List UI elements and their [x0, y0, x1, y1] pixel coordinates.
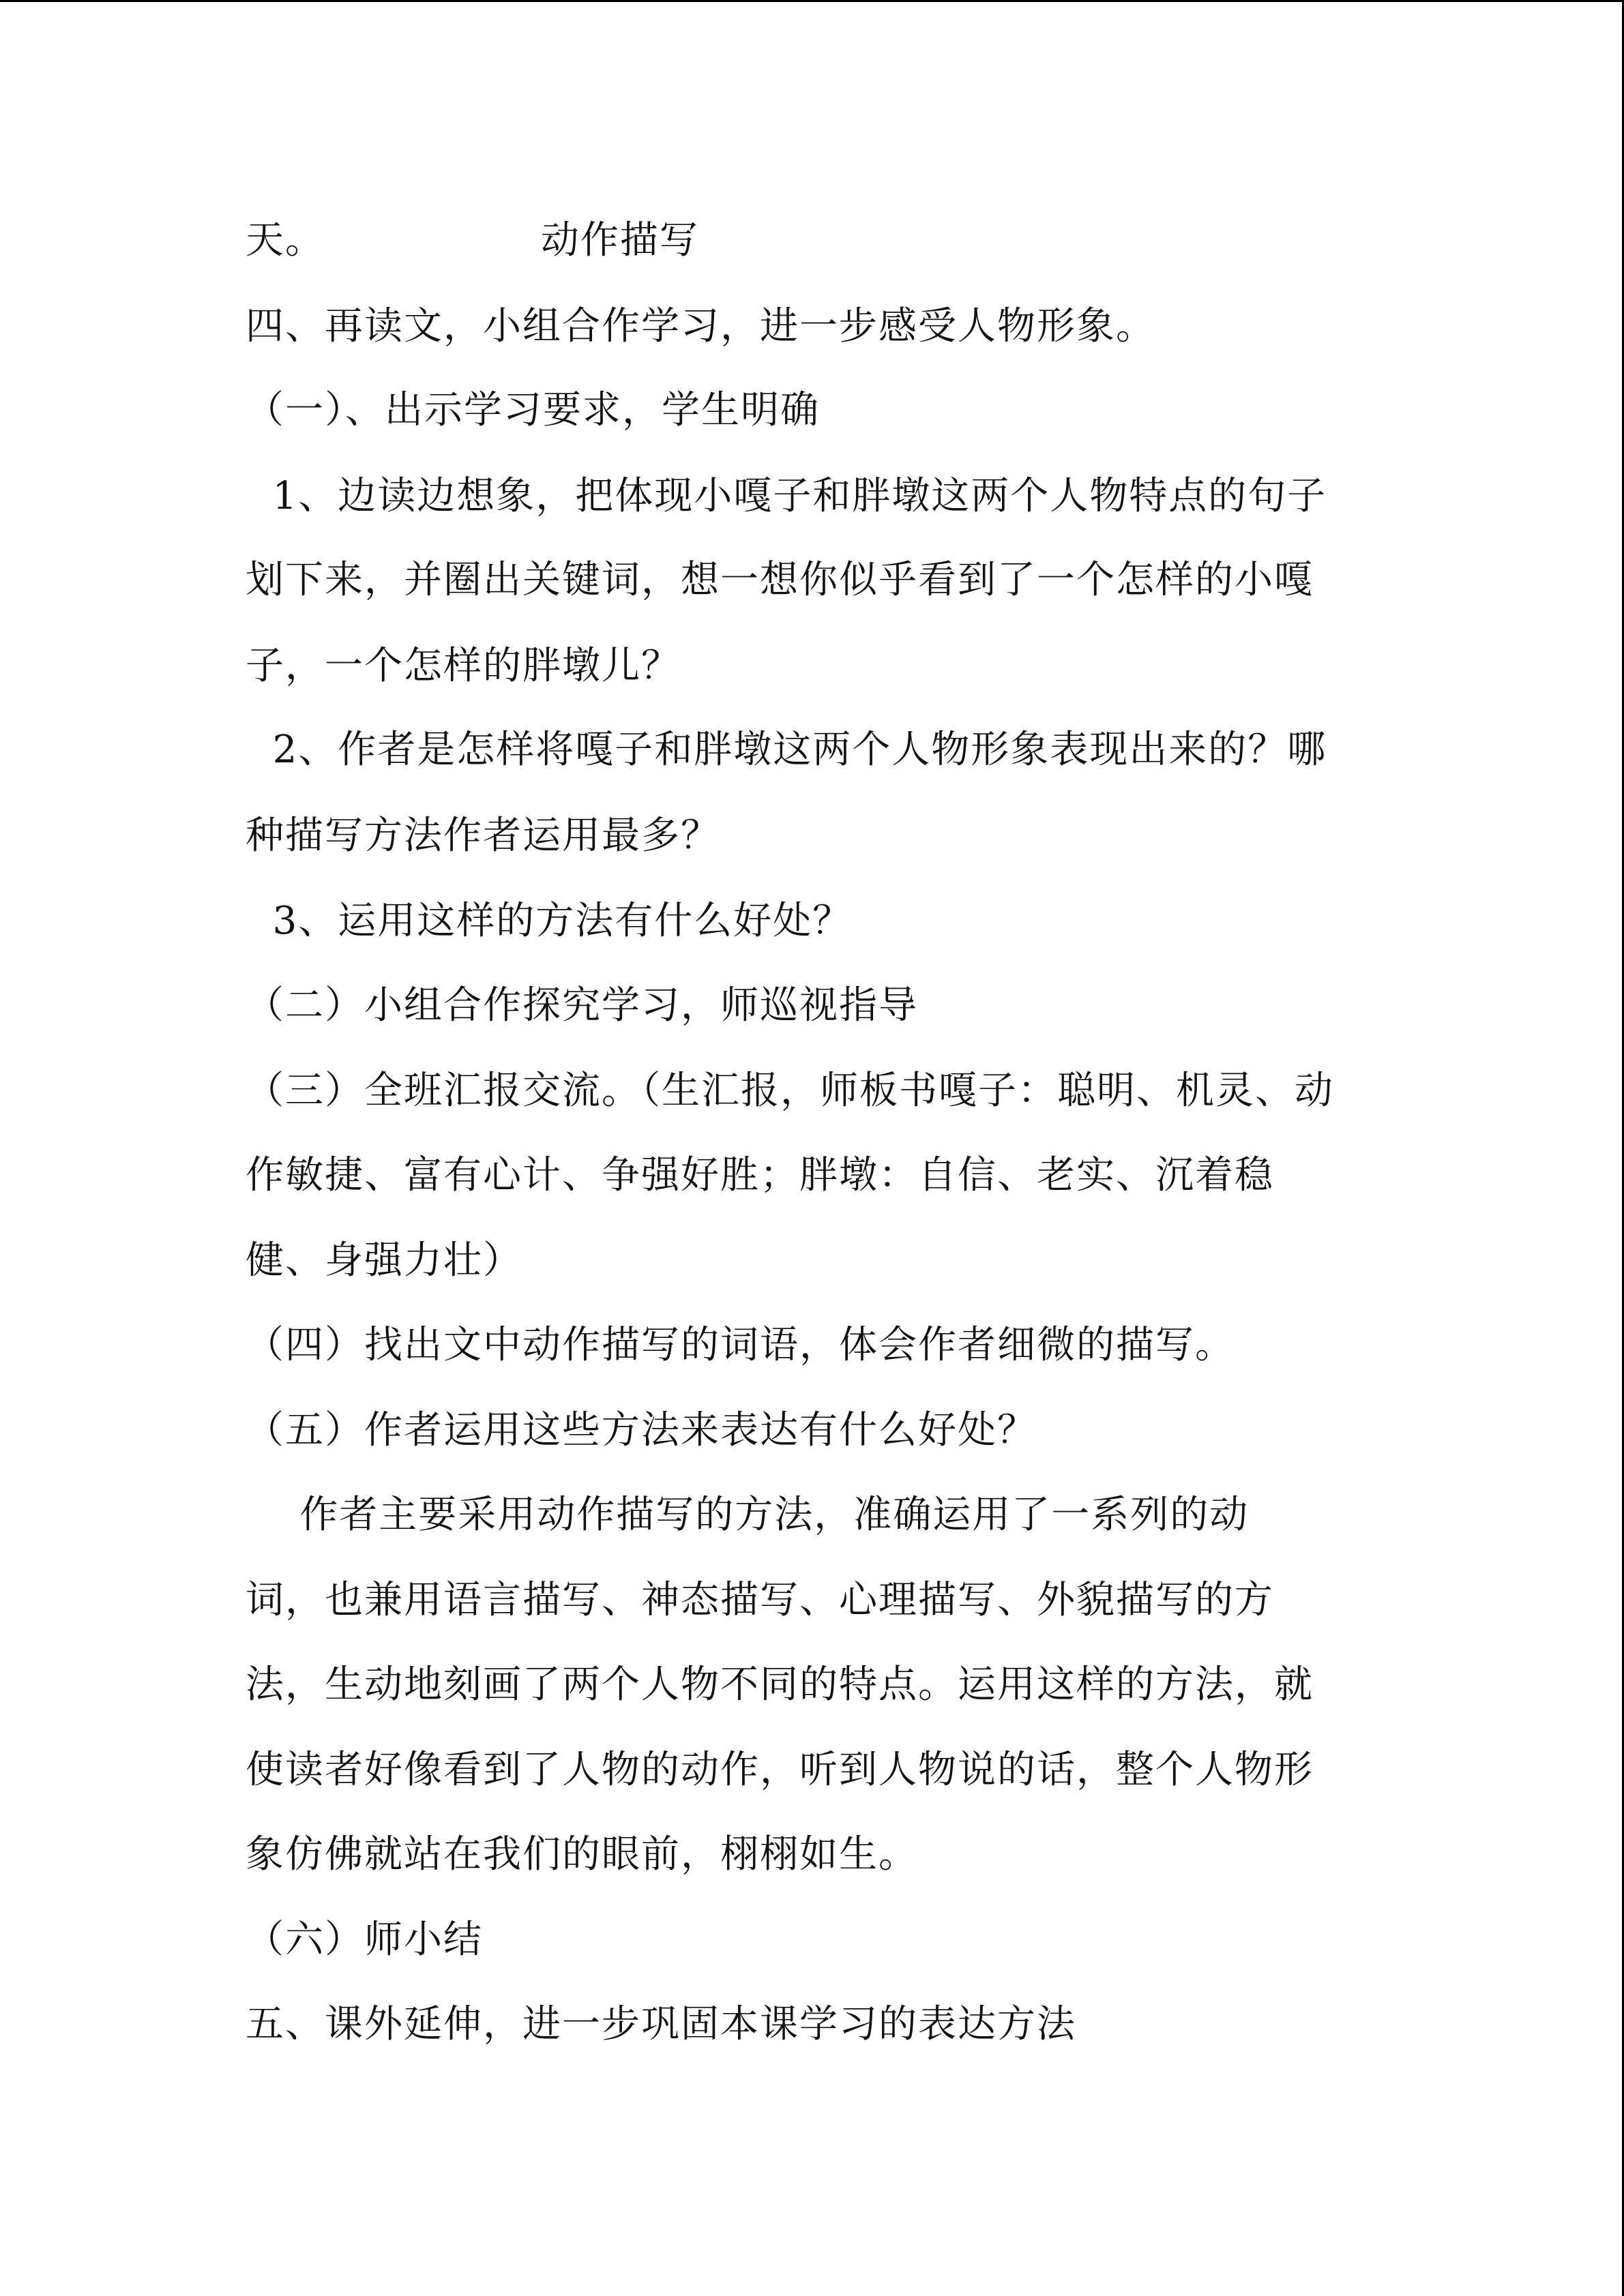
- list-item-1-cont-2: 子，一个怎样的胖墩儿？: [246, 644, 681, 688]
- paragraph-line-5: 象仿佛就站在我们的眼前，栩栩如生。: [246, 1832, 918, 1877]
- list-item-2: 2、作者是怎样将嘎子和胖墩这两个人物形象表现出来的？哪: [246, 728, 1327, 772]
- subsection-heading-2: （二）小组合作探究学习，师巡视指导: [246, 983, 918, 1028]
- document-body: [0, 2, 1622, 2296]
- paragraph-line-1: 作者主要采用动作描写的方法，准确运用了一系列的动: [246, 1493, 1250, 1537]
- subsection-heading-5: （五）作者运用这些方法来表达有什么好处？: [246, 1408, 1037, 1452]
- subsection-heading-6: （六）师小结: [246, 1918, 483, 1962]
- paragraph-line-3: 法，生动地刻画了两个人物不同的特点。运用这样的方法，就: [246, 1663, 1314, 1707]
- paragraph-line-4: 使读者好像看到了人物的动作，听到人物说的话，整个人物形: [246, 1748, 1314, 1792]
- subsection-heading-3: （三）全班汇报交流。（生汇报，师板书嘎子：聪明、机灵、动: [246, 1069, 1334, 1113]
- paragraph-line-2: 词，也兼用语言描写、神态描写、心理描写、外貌描写的方: [246, 1578, 1274, 1622]
- list-item-2-cont: 种描写方法作者运用最多？: [246, 814, 720, 858]
- subsection-3-cont-1: 作敏捷、富有心计、争强好胜；胖墩：自信、老实、沉着稳: [246, 1153, 1274, 1197]
- section-heading-4: 四、再读文，小组合作学习，进一步感受人物形象。: [246, 304, 1155, 348]
- subsection-3-cont-2: 健、身强力壮）: [246, 1238, 522, 1283]
- subsection-heading-1: （一）、出示学习要求，学生明确: [246, 388, 820, 432]
- section-heading-5: 五、课外延伸，进一步巩固本课学习的表达方法: [246, 2002, 1076, 2046]
- list-item-3: 3、运用这样的方法有什么好处？: [246, 899, 853, 943]
- list-item-1: 1、边读边想象，把体现小嘎子和胖墩这两个人物特点的句子: [246, 474, 1327, 518]
- text-line-1: 天。 动作描写: [246, 218, 699, 263]
- subsection-heading-4: （四）找出文中动作描写的词语，体会作者细微的描写。: [246, 1323, 1235, 1367]
- list-item-1-cont-1: 划下来，并圈出关键词，想一想你似乎看到了一个怎样的小嘎: [246, 558, 1314, 602]
